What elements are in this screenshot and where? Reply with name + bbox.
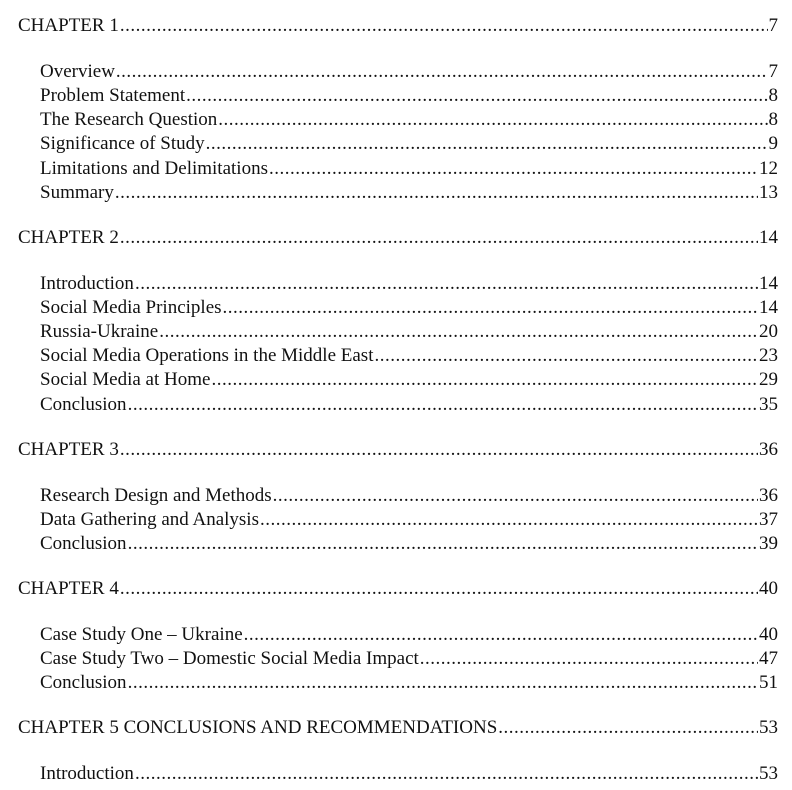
entry-page-number: 7 [768, 61, 778, 82]
dot-leader [374, 344, 758, 368]
toc-entry[interactable] [40, 508, 778, 532]
chapter-page-number: 7 [768, 15, 778, 36]
toc-entry[interactable] [40, 647, 778, 671]
chapter-page-number: 40 [759, 578, 778, 599]
entry-title: Overview [40, 61, 115, 82]
entry-title: Introduction [40, 273, 134, 294]
entry-page-number: 51 [759, 672, 778, 693]
dot-leader [135, 272, 758, 296]
entry-page-number: 8 [768, 85, 778, 106]
chapter-title: CHAPTER 2 [18, 227, 119, 248]
toc-entry[interactable] [40, 623, 778, 647]
entry-page-number: 13 [759, 182, 778, 203]
dot-leader [115, 181, 758, 205]
dot-leader [120, 14, 768, 38]
chapter-page-number: 53 [759, 717, 778, 738]
entry-page-number: 20 [759, 321, 778, 342]
entry-title: The Research Question [40, 109, 218, 130]
entry-title: Conclusion [40, 394, 127, 415]
toc-entry[interactable] [40, 320, 778, 344]
dot-leader [498, 716, 758, 740]
toc-chapter-2[interactable] [18, 226, 778, 250]
entry-title: Significance of Study [40, 133, 205, 154]
entry-page-number: 23 [759, 345, 778, 366]
dot-leader [128, 532, 758, 556]
entry-page-number: 39 [759, 533, 778, 554]
dot-leader [159, 320, 758, 344]
entry-title: Case Study Two – Domestic Social Media Impact [40, 648, 419, 669]
entry-title: Russia-Ukraine [40, 321, 159, 342]
entry-title: Social Media Operations in the Middle East [40, 345, 374, 366]
entry-title: Case Study One – Ukraine [40, 624, 243, 645]
toc-chapter-4[interactable] [18, 577, 778, 601]
chapter-page-number: 14 [759, 227, 778, 248]
toc-entry[interactable] [40, 132, 778, 156]
dot-leader [211, 368, 758, 392]
dot-leader [120, 577, 758, 601]
toc-entry[interactable] [40, 532, 778, 556]
entry-title: Summary [40, 182, 114, 203]
entry-page-number: 29 [759, 369, 778, 390]
dot-leader [218, 108, 767, 132]
toc-entry[interactable] [40, 344, 778, 368]
toc-chapter-5[interactable] [18, 716, 778, 740]
toc-entry[interactable] [40, 108, 778, 132]
chapter-page-number: 36 [759, 439, 778, 460]
dot-leader [120, 438, 758, 462]
toc-entry[interactable] [40, 60, 778, 84]
dot-leader [120, 226, 758, 250]
chapter-title: CHAPTER 1 [18, 15, 119, 36]
entry-page-number: 12 [759, 158, 778, 179]
toc-entry[interactable] [40, 393, 778, 417]
entry-page-number: 40 [759, 624, 778, 645]
dot-leader [116, 60, 768, 84]
toc-entry[interactable] [40, 272, 778, 296]
entry-title: Data Gathering and Analysis [40, 509, 259, 530]
dot-leader [206, 132, 768, 156]
dot-leader [420, 647, 758, 671]
dot-leader [135, 762, 758, 786]
entry-title: Conclusion [40, 672, 127, 693]
entry-title: Research Design and Methods [40, 485, 272, 506]
toc-chapter-3[interactable] [18, 438, 778, 462]
entry-page-number: 36 [759, 485, 778, 506]
toc-entry[interactable] [40, 157, 778, 181]
entry-page-number: 47 [759, 648, 778, 669]
toc-entry[interactable] [40, 368, 778, 392]
dot-leader [260, 508, 758, 532]
entry-title: Limitations and Delimitations [40, 158, 268, 179]
toc-entry[interactable] [40, 84, 778, 108]
toc-entry[interactable] [40, 762, 778, 786]
dot-leader [186, 84, 767, 108]
toc-entry[interactable] [40, 671, 778, 695]
entry-page-number: 8 [768, 109, 778, 130]
entry-page-number: 9 [768, 133, 778, 154]
entry-page-number: 35 [759, 394, 778, 415]
entry-page-number: 14 [759, 297, 778, 318]
chapter-title: CHAPTER 4 [18, 578, 119, 599]
entry-page-number: 14 [759, 273, 778, 294]
entry-title: Problem Statement [40, 85, 186, 106]
entry-title: Social Media Principles [40, 297, 222, 318]
entry-title: Introduction [40, 763, 134, 784]
entry-title: Conclusion [40, 533, 127, 554]
dot-leader [269, 157, 758, 181]
entry-page-number: 53 [759, 763, 778, 784]
dot-leader [223, 296, 758, 320]
dot-leader [244, 623, 758, 647]
toc-chapter-1[interactable] [18, 14, 778, 38]
toc-entry[interactable] [40, 181, 778, 205]
dot-leader [128, 393, 758, 417]
dot-leader [128, 671, 758, 695]
chapter-title: CHAPTER 5 CONCLUSIONS AND RECOMMENDATIONS [18, 717, 498, 738]
chapter-title: CHAPTER 3 [18, 439, 119, 460]
dot-leader [273, 484, 758, 508]
toc-entry[interactable] [40, 296, 778, 320]
entry-page-number: 37 [759, 509, 778, 530]
toc-entry[interactable] [40, 484, 778, 508]
entry-title: Social Media at Home [40, 369, 211, 390]
